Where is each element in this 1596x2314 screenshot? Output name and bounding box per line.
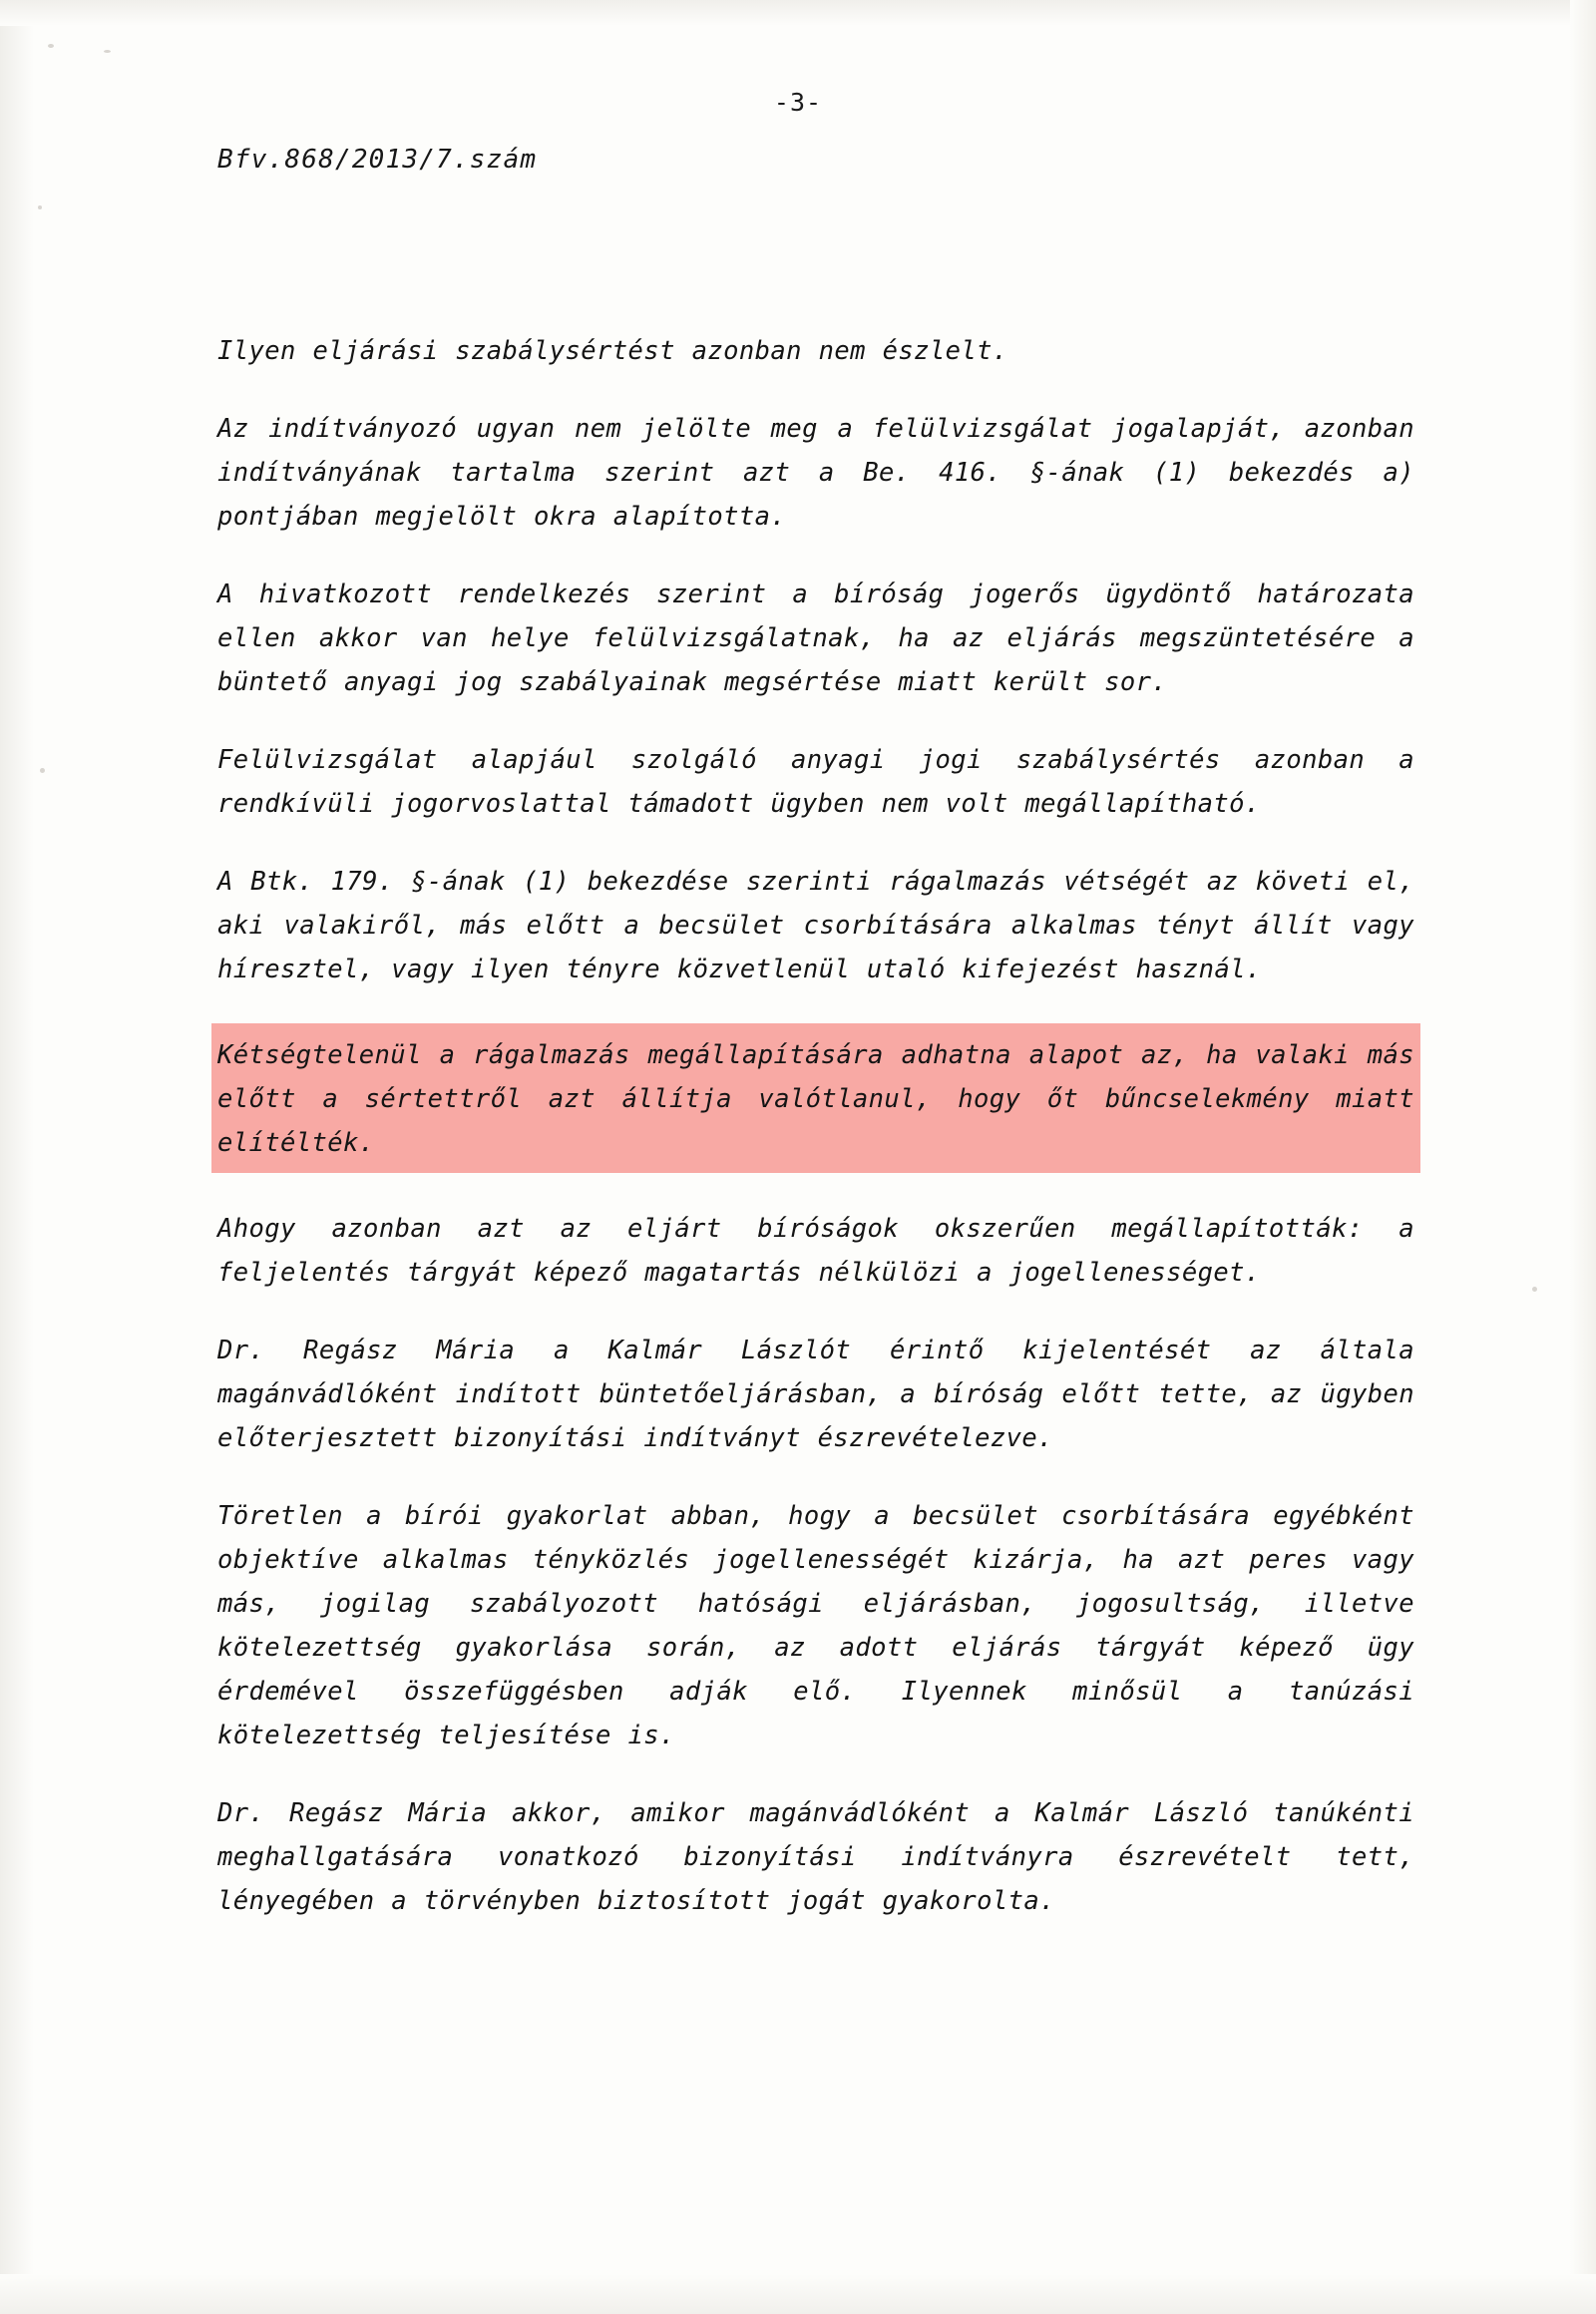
scan-speck (104, 50, 111, 53)
document-body (217, 329, 1414, 1923)
scan-speck (40, 768, 45, 773)
paragraph: Töretlen a bírói gyakorlat abban, hogy a becsület csorbítására egyébként objektíve alkalmas tényközlés jogellenességét kizárja, ha azt peres vagy más, jogilag szabályozott hatósági eljárásban, jogosultság, illetve kötelezettség gyakorlása során, az adott eljárás tárgyát képező ügy érdemével összefüggésben adják elő. Ilyennek minősül a tanúzási kötelezettség teljesítése is. (217, 1501, 1414, 1750)
scan-speck (38, 205, 42, 209)
scan-edge-bottom (0, 2274, 1596, 2314)
paragraph: Felülvizsgálat alapjául szolgáló anyagi jogi szabálysértés azonban a rendkívüli jogorvoslattal támadott ügyben nem volt megállapítható. (217, 745, 1414, 819)
highlighted-paragraph: Kétségtelenül a rágalmazás megállapítására adhatna alapot az, ha valaki más előtt a sértettről azt állítja valótlanul, hogy őt bűncselekmény miatt elítélték. (211, 1023, 1420, 1173)
paragraph: Az indítványozó ugyan nem jelölte meg a felülvizsgálat jogalapját, azonban indítványának tartalma szerint azt a Be. 416. §-ának (1) bekezdés a) pontjában megjelölt okra alapította. (217, 414, 1414, 532)
paragraph: Dr. Regász Mária a Kalmár Lászlót érintő kijelentését az általa magánvádlóként indított büntetőeljárásban, a bíróság előtt tette, az ügyben előterjesztett bizonyítási indítványt észrevételezve. (217, 1336, 1414, 1453)
paragraph: A hivatkozott rendelkezés szerint a bíróság jogerős ügydöntő határozata ellen akkor van helye felülvizsgálatnak, ha az eljárás megszüntetésére a büntető anyagi jog szabályainak megsértése miatt került sor. (217, 579, 1414, 697)
page-number: -3- (773, 88, 823, 117)
paragraph: Dr. Regász Mária akkor, amikor magánvádlóként a Kalmár László tanúkénti meghallgatására vonatkozó bizonyítási indítványra észrevételt tett, lényegében a törvényben biztosított jogát gyakorolta. (217, 1798, 1414, 1916)
paragraph: Ahogy azonban azt az eljárt bíróságok okszerűen megállapították: a feljelentés tárgyát képező magatartás nélkülözi a jogellenességet. (217, 1214, 1414, 1288)
scan-speck (1532, 1287, 1537, 1292)
document-reference: Bfv.868/2013/7.szám (217, 145, 538, 175)
scan-speck (48, 44, 54, 48)
paragraph: Ilyen eljárási szabálysértést azonban nem észlelt. (217, 336, 1008, 366)
paragraph: A Btk. 179. §-ának (1) bekezdése szerinti rágalmazás vétségét az követi el, aki valakiről, más előtt a becsület csorbítására alkalmas tényt állít vagy híresztel, vagy ilyen tényre közvetlenül utaló kifejezést használ. (217, 867, 1414, 984)
scan-edge-top (0, 0, 1596, 26)
scan-edge-right (1570, 0, 1596, 2314)
scan-edge-left (0, 0, 34, 2314)
